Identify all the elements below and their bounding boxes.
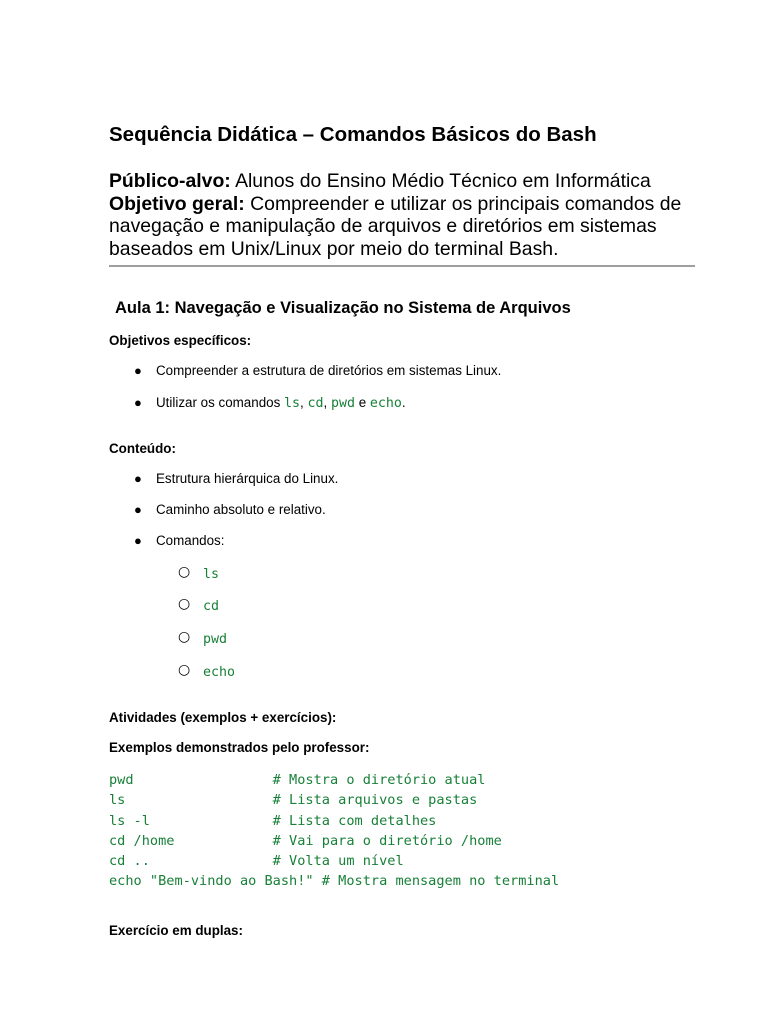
- goal-line: [109, 193, 709, 261]
- audience-text: Alunos do Ensino Médio Técnico em Informática: [230, 170, 651, 192]
- command-code: cd: [203, 599, 220, 614]
- activities-heading: Atividades (exemplos + exercícios):: [109, 710, 337, 725]
- audience-label: Público-alvo:: [109, 170, 231, 192]
- separator: e: [354, 395, 370, 410]
- audience-line: [109, 170, 709, 193]
- command-code: echo: [203, 665, 236, 680]
- goal-text: Compreender e utilizar os principais comandos de navegação e manipulação de arquivos e diretórios em sistemas baseados em Unix/Linux por meio do terminal Bash.: [109, 192, 682, 261]
- code-block: [109, 770, 559, 892]
- inline-code: cd: [307, 396, 324, 411]
- bullet-icon: ●: [134, 363, 142, 378]
- command-code: pwd: [203, 632, 228, 647]
- bullet-icon: ●: [134, 395, 142, 410]
- code-line: pwd # Mostra o diretório atual: [109, 772, 486, 788]
- command-code: ls: [203, 567, 220, 582]
- separator: ,: [323, 395, 331, 410]
- intro-block: [109, 170, 709, 261]
- hollow-bullet-icon: ○: [178, 596, 191, 612]
- objective-item: [134, 395, 406, 411]
- goal-label: Objetivo geral:: [109, 192, 245, 215]
- bullet-icon: ●: [134, 471, 142, 486]
- code-line: ls # Lista arquivos e pastas: [109, 792, 478, 809]
- objective-item: [134, 363, 502, 378]
- objective-text: Compreender a estrutura de diretórios em sistemas Linux.: [156, 363, 502, 378]
- code-line: echo "Bem-vindo ao Bash!" # Mostra mensagem no terminal: [109, 873, 560, 890]
- content-item: [134, 502, 326, 517]
- bullet-icon: ●: [134, 533, 142, 548]
- content-text: Caminho absoluto e relativo.: [156, 502, 326, 517]
- command-item: [178, 662, 236, 681]
- command-item: [178, 564, 220, 583]
- code-line: cd /home # Vai para o diretório /home: [109, 832, 502, 849]
- command-item: [178, 629, 228, 648]
- bullet-icon: ●: [134, 502, 142, 517]
- inline-code: echo: [369, 396, 402, 411]
- hollow-bullet-icon: ○: [178, 564, 191, 580]
- examples-heading: Exemplos demonstrados pelo professor:: [109, 740, 370, 755]
- inline-code: ls: [284, 396, 301, 411]
- content-heading: Conteúdo:: [109, 441, 176, 456]
- separator: ,: [300, 395, 308, 410]
- hollow-bullet-icon: ○: [178, 629, 191, 645]
- code-line: cd .. # Volta um nível: [109, 853, 404, 870]
- hollow-bullet-icon: ○: [178, 662, 191, 678]
- objective-text: Utilizar os comandos: [156, 395, 285, 410]
- objectives-heading: Objetivos específicos:: [109, 333, 252, 348]
- command-item: [178, 596, 220, 615]
- content-text: Estrutura hierárquica do Linux.: [156, 471, 339, 486]
- separator: .: [401, 395, 406, 410]
- exercise-heading: Exercício em duplas:: [109, 923, 243, 938]
- content-item: [134, 533, 225, 548]
- document-title: Sequência Didática – Comandos Básicos do Bash: [109, 123, 597, 146]
- lesson-title: Aula 1: Navegação e Visualização no Sistema de Arquivos: [115, 299, 571, 317]
- inline-code: pwd: [330, 396, 355, 411]
- content-item: [134, 471, 339, 486]
- code-line: ls -l # Lista com detalhes: [109, 812, 437, 829]
- horizontal-rule: [109, 265, 695, 267]
- content-text: Comandos:: [156, 533, 225, 548]
